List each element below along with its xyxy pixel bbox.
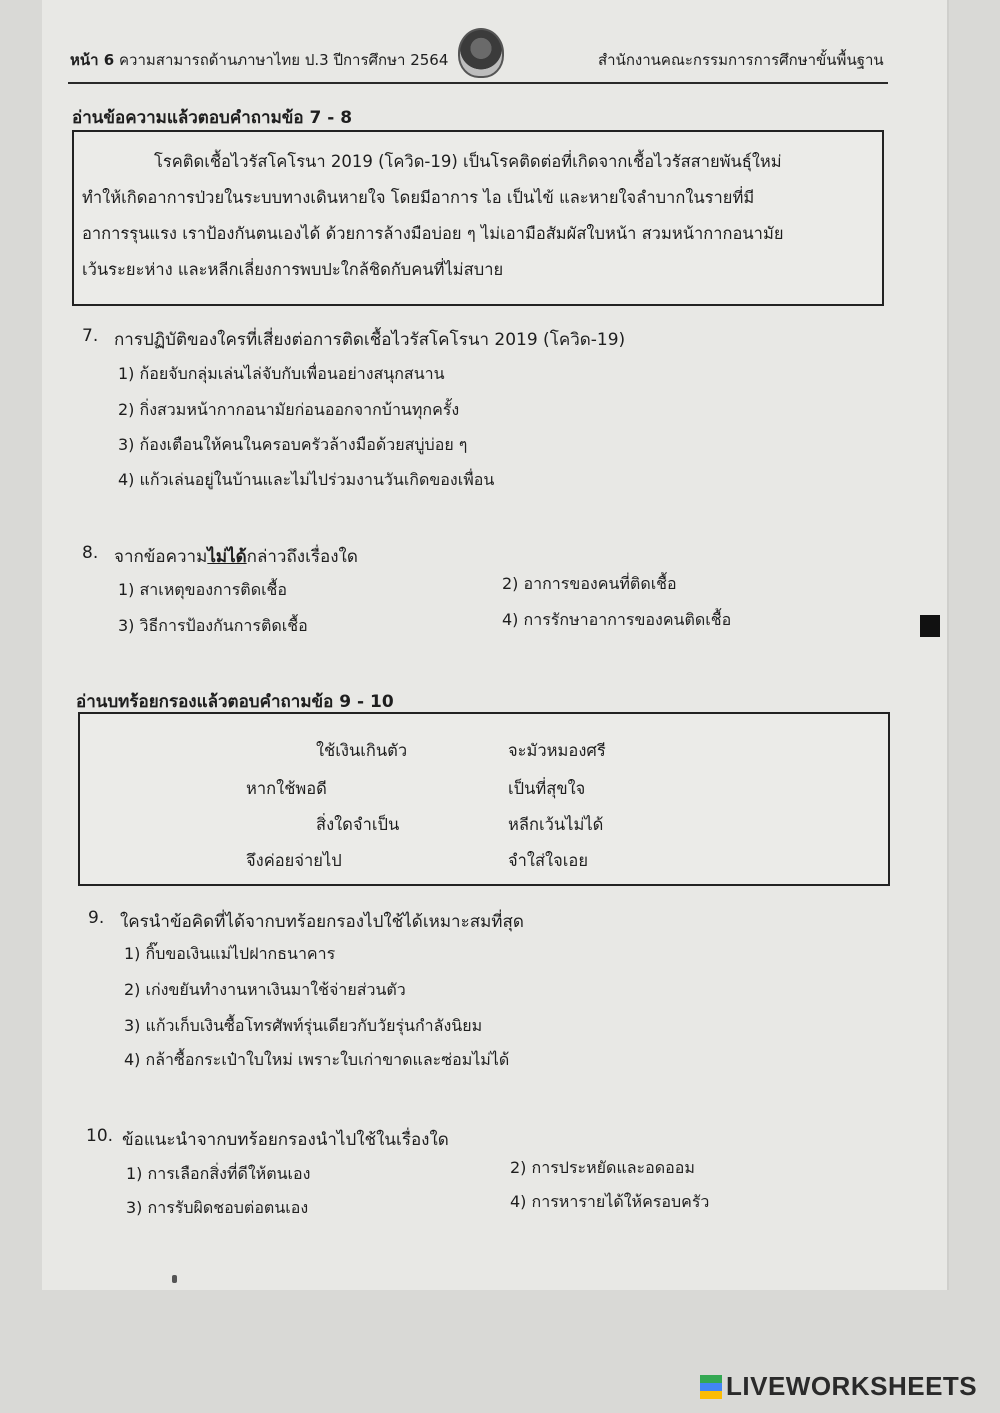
passage-box xyxy=(72,130,884,306)
q8-option-3[interactable] xyxy=(118,614,308,639)
option-text: สาเหตุของการติดเชื้อ xyxy=(139,580,288,599)
option-text: แก้วเล่นอยู่ในบ้านและไม่ไปร่วมงานวันเกิดของเพื่อน xyxy=(139,470,495,489)
passage-line-1: โรคติดเชื้อไวรัสโคโรนา 2019 (โควิด-19) เป็นโรคติดต่อที่เกิดจากเชื้อไวรัสสายพันธุ์ใหม่ xyxy=(154,152,782,171)
option-number: 2) xyxy=(124,980,141,999)
q8-text-part: จากข้อความ xyxy=(114,547,208,567)
option-number: 3) xyxy=(124,1016,141,1035)
question-8-number: 8. xyxy=(82,543,99,563)
q8-option-4[interactable] xyxy=(502,608,731,633)
q8-option-1[interactable] xyxy=(118,578,287,603)
q8-emphasis: ไม่ได้ xyxy=(207,547,247,567)
option-number: 3) xyxy=(126,1198,143,1217)
liveworksheets-logo xyxy=(700,1373,990,1403)
poem-line-3-right: หลีกเว้นไม่ได้ xyxy=(508,815,604,834)
question-9-number: 9. xyxy=(88,908,105,928)
section-title-2: อ่านบทร้อยกรองแล้วตอบคำถามข้อ 9 - 10 xyxy=(76,692,394,712)
option-text: ก้องเตือนให้คนในครอบครัวล้างมือด้วยสบู่บ่อย ๆ xyxy=(139,435,468,454)
q9-option-1[interactable] xyxy=(124,942,335,967)
option-text: กิ๊บขอเงินแม่ไปฝากธนาคาร xyxy=(145,944,336,963)
liveworksheets-logo-icon xyxy=(700,1375,722,1399)
q7-option-4[interactable] xyxy=(118,468,494,493)
q9-option-2[interactable] xyxy=(124,978,406,1003)
poem-line-1-left: ใช้เงินเกินตัว xyxy=(316,741,408,760)
option-number: 4) xyxy=(118,470,135,489)
header-left xyxy=(70,48,448,72)
section-title-1: อ่านข้อความแล้วตอบคำถามข้อ 7 - 8 xyxy=(72,108,353,128)
q9-option-3[interactable] xyxy=(124,1014,482,1039)
question-10-number: 10. xyxy=(86,1126,114,1146)
agency-label: สำนักงานคณะกรรมการการศึกษาขั้นพื้นฐาน xyxy=(598,51,884,69)
option-text: การรักษาอาการของคนติดเชื้อ xyxy=(523,610,732,629)
q8-option-2[interactable] xyxy=(502,572,677,597)
poem-line-4-right: จำใส่ใจเอย xyxy=(508,851,589,870)
option-number: 1) xyxy=(126,1164,143,1183)
option-number: 2) xyxy=(502,574,519,593)
option-text: อาการของคนที่ติดเชื้อ xyxy=(523,574,677,593)
passage-line-4: เว้นระยะห่าง และหลีกเลี่ยงการพบปะใกล้ชิดกับคนที่ไม่สบาย xyxy=(82,260,504,279)
scan-speck xyxy=(172,1275,177,1283)
option-text: กล้าซื้อกระเป๋าใบใหม่ เพราะใบเก่าขาดและซ่อมไม่ได้ xyxy=(145,1050,510,1069)
option-number: 3) xyxy=(118,616,135,635)
passage-line-2: ทำให้เกิดอาการป่วยในระบบทางเดินหายใจ โดยมีอาการ ไอ เป็นไข้ และหายใจลำบากในรายที่มี xyxy=(82,188,755,207)
poem-line-4-left: จึงค่อยจ่ายไป xyxy=(246,851,342,870)
poem-line-2-right: เป็นที่สุขใจ xyxy=(508,779,586,798)
option-number: 4) xyxy=(502,610,519,629)
option-number: 1) xyxy=(118,364,135,383)
q10-option-3[interactable] xyxy=(126,1196,308,1221)
scan-marker xyxy=(920,615,940,637)
option-text: เก่งขยันทำงานหาเงินมาใช้จ่ายส่วนตัว xyxy=(145,980,406,999)
q8-text-part: กล่าวถึงเรื่องใด xyxy=(246,547,358,567)
q9-option-4[interactable] xyxy=(124,1048,509,1073)
option-text: การหารายได้ให้ครอบครัว xyxy=(531,1192,710,1211)
q10-option-1[interactable] xyxy=(126,1162,310,1187)
option-text: การรับผิดชอบต่อตนเอง xyxy=(147,1198,309,1217)
option-number: 4) xyxy=(510,1192,527,1211)
q10-option-2[interactable] xyxy=(510,1156,695,1181)
question-10-text: ข้อแนะนำจากบทร้อยกรองนำไปใช้ในเรื่องใด xyxy=(122,1130,449,1150)
question-9-text: ใครนำข้อคิดที่ได้จากบทร้อยกรองไปใช้ได้เหมาะสมที่สุด xyxy=(120,912,524,932)
option-number: 2) xyxy=(118,400,135,419)
option-text: การเลือกสิ่งที่ดีให้ตนเอง xyxy=(147,1164,311,1183)
poem-box xyxy=(78,712,890,886)
q7-option-1[interactable] xyxy=(118,362,445,387)
obec-emblem-icon xyxy=(458,28,504,78)
option-text: การประหยัดและอดออม xyxy=(531,1158,695,1177)
poem-line-3-left: สิ่งใดจำเป็น xyxy=(316,815,400,834)
question-7-number: 7. xyxy=(82,326,99,346)
option-number: 3) xyxy=(118,435,135,454)
option-number: 1) xyxy=(124,944,141,963)
liveworksheets-logo-text: LIVEWORKSHEETS xyxy=(726,1371,978,1401)
option-text: กิ่งสวมหน้ากากอนามัยก่อนออกจากบ้านทุกครั้ง xyxy=(139,400,460,419)
poem-line-1-right: จะมัวหมองศรี xyxy=(508,741,606,760)
option-number: 1) xyxy=(118,580,135,599)
q7-option-2[interactable] xyxy=(118,398,459,423)
passage-line-3: อาการรุนแรง เราป้องกันตนเองได้ ด้วยการล้างมือบ่อย ๆ ไม่เอามือสัมผัสใบหน้า สวมหน้ากากอนามัย xyxy=(82,224,784,243)
option-text: วิธีการป้องกันการติดเชื้อ xyxy=(139,616,308,635)
header-divider xyxy=(68,82,888,84)
subject-label: ความสามารถด้านภาษาไทย ป.3 ปีการศึกษา 2564 xyxy=(119,51,449,69)
q10-option-4[interactable] xyxy=(510,1190,709,1215)
option-number: 2) xyxy=(510,1158,527,1177)
option-number: 4) xyxy=(124,1050,141,1069)
option-text: ก้อยจับกลุ่มเล่นไล่จับกับเพื่อนอย่างสนุกสนาน xyxy=(139,364,445,383)
question-7-text: การปฏิบัติของใครที่เสี่ยงต่อการติดเชื้อไวรัสโคโรนา 2019 (โควิด-19) xyxy=(114,330,626,350)
page-label: หน้า 6 xyxy=(70,51,115,69)
q7-option-3[interactable] xyxy=(118,433,467,458)
question-8-text xyxy=(114,543,358,570)
option-text: แก้วเก็บเงินซื้อโทรศัพท์รุ่นเดียวกับวัยรุ่นกำลังนิยม xyxy=(145,1016,483,1035)
poem-line-2-left: หากใช้พอดี xyxy=(246,779,327,798)
